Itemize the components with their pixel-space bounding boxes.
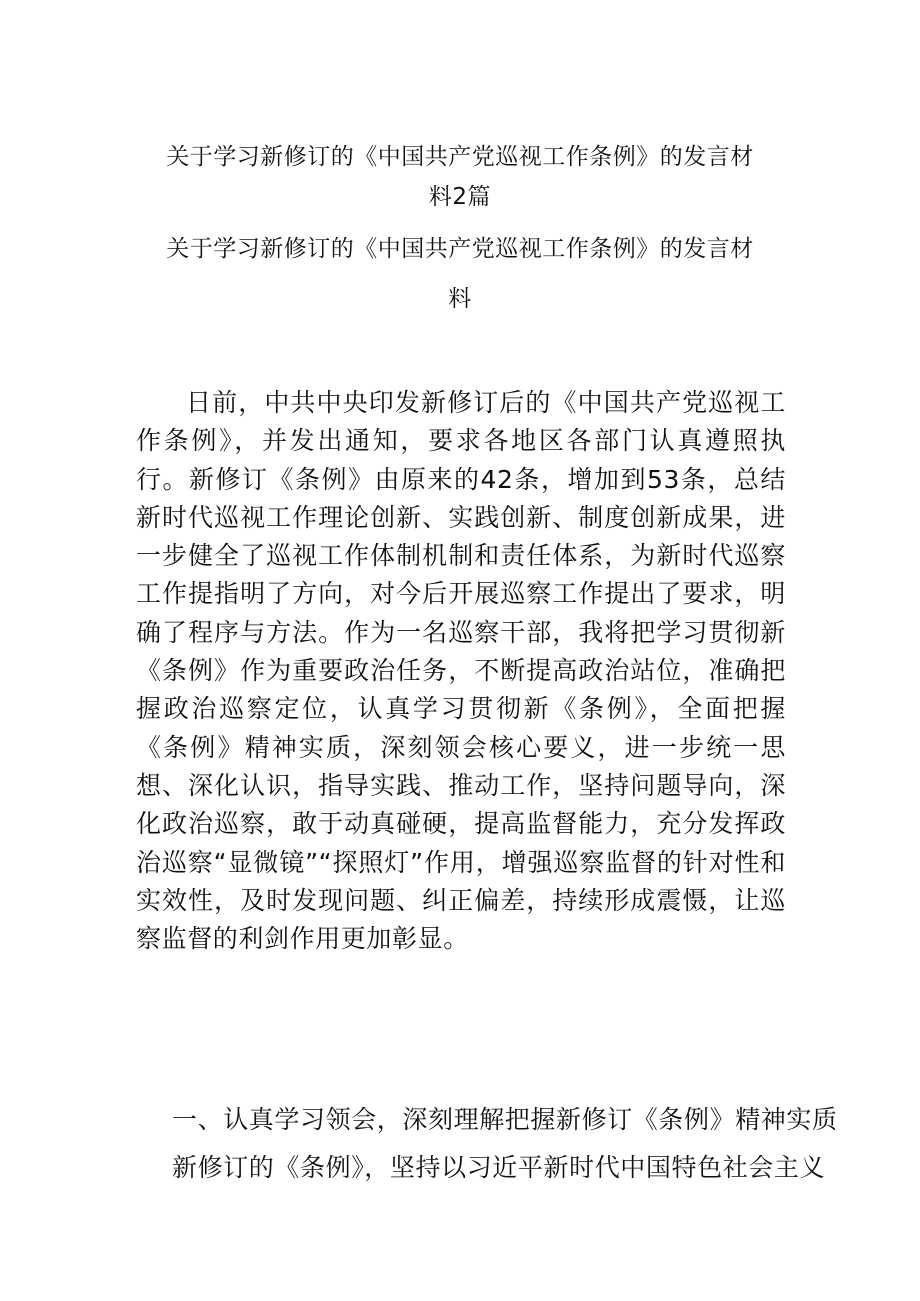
sub-title-line-2: 料 [448,286,472,312]
main-title-line-2: 料2篇 [428,184,492,210]
sub-title-line-1: 关于学习新修订的《中国共产党巡视工作条例》的发言材 [166,236,754,262]
section-1-heading: 一、认真学习领会，深刻理解把握新修订《条例》精神实质 [172,1105,838,1134]
section-1-paragraph: 新修订的《条例》，坚持以习近平新时代中国特色社会主义 [172,1153,826,1182]
main-title-line-1: 关于学习新修订的《中国共产党巡视工作条例》的发言材 [166,144,754,170]
intro-paragraph: 日前，中共中央印发新修订后的《中国共产党巡视工作条例》，并发出通知，要求各地区各部门认真遵照执行。新修订《条例》由原来的42条，增加到53条，总结新时代巡视工作理论创新、实践创新、制度创新成果，进一步健全了巡视工作体制机制和责任体系，为新时代巡察工作提指明了方向，对今后开展巡察工作提出了要求，明确了程序与方法。作为一名巡察干部，我将把学习贯彻新《条例》作为重要政治任务，不断提高政治站位，准确把握政治巡察定位，认真学习贯彻新《条例》，全面把握《条例》精神实质，深刻领会核心要义，进一步统一思想、深化认识，指导实践、推动工作，坚持问题导向，深化政治巡察，敢于动真碰硬，提高监督能力，充分发挥政治巡察“显微镜”“探照灯”作用，增强巡察监督的针对性和实效性，及时发现问题、纠正偏差，持续形成震慑，让巡察监督的利剑作用更加彰显。 [136,388,786,954]
